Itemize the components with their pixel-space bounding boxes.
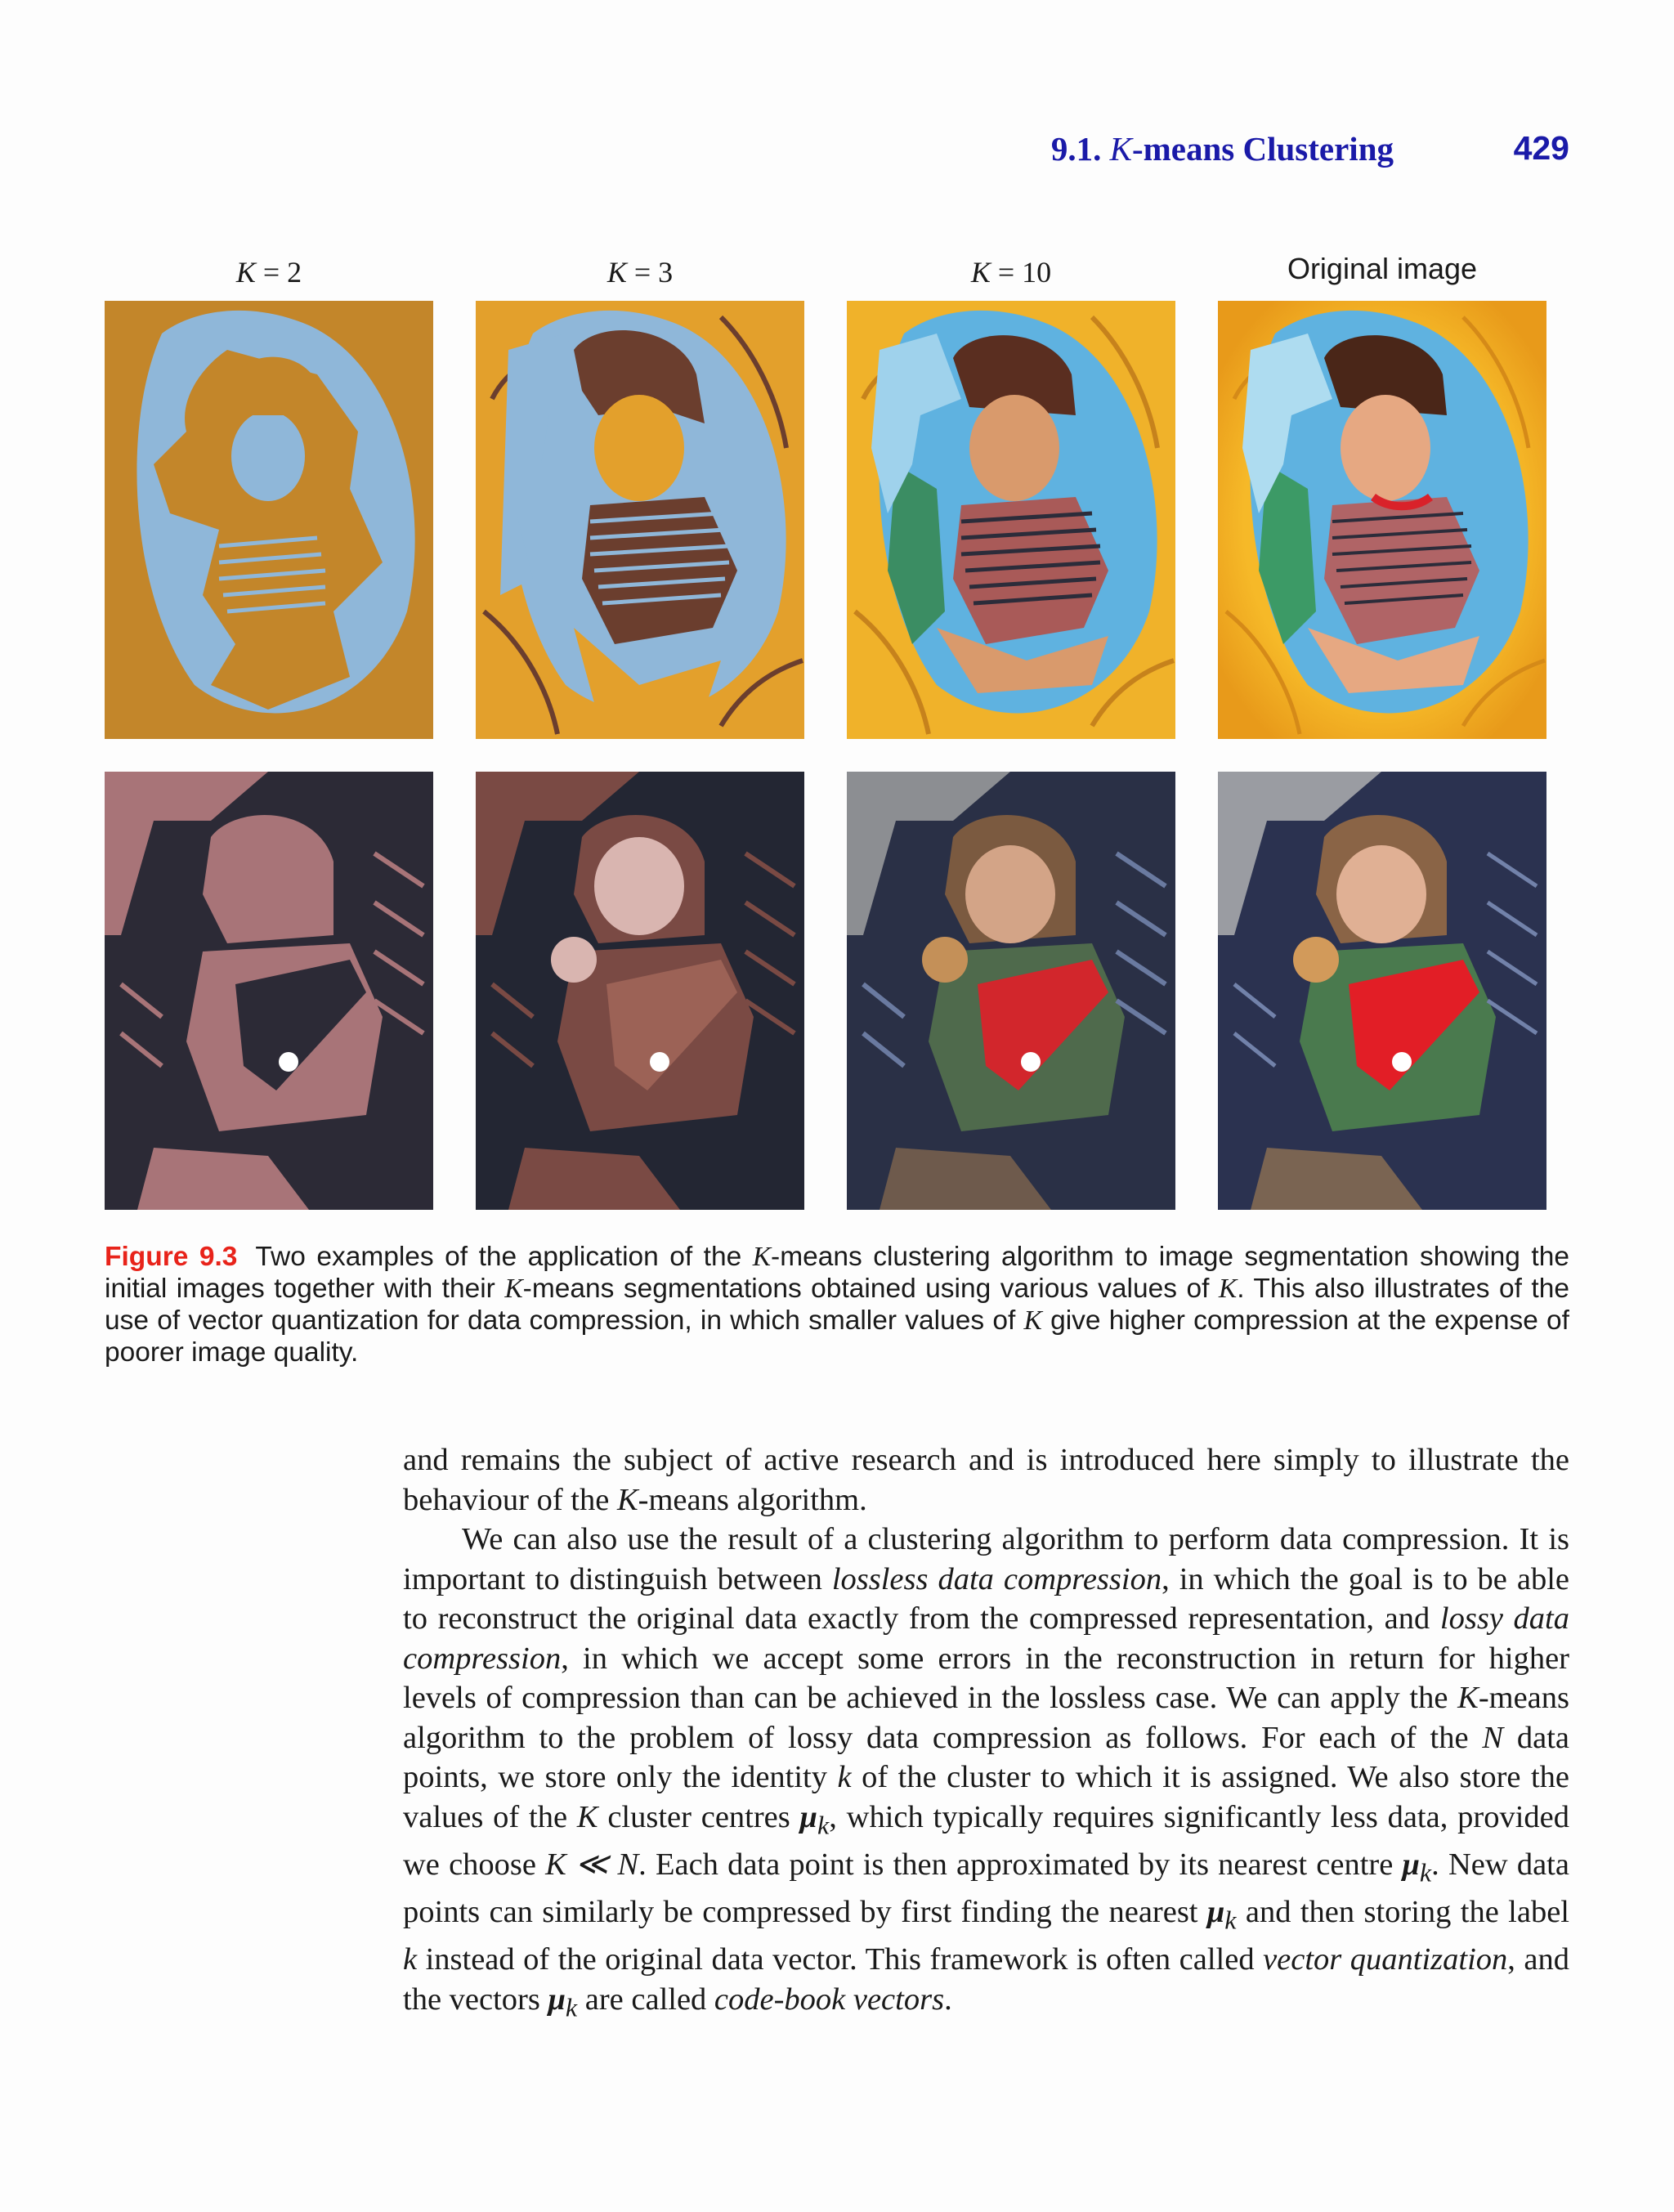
- section-title: 9.1. K-means Clustering: [1050, 130, 1394, 168]
- page-number: 429: [1513, 129, 1569, 167]
- column-label-k3: K = 3: [606, 256, 674, 289]
- figure-image-carseat-original: [1218, 772, 1546, 1210]
- figure-image-tunnel-original: [1218, 301, 1546, 739]
- figure-image-carseat-k2: [105, 772, 433, 1210]
- figure-image-tunnel-k2: [105, 301, 433, 739]
- figure-image-carseat-k3: [476, 772, 804, 1210]
- column-label-k10: K = 10: [970, 256, 1052, 289]
- column-label-k2: K = 2: [235, 256, 302, 289]
- paragraph-2: We can also use the result of a clustering algorithm to perform data compression. It is important to distinguish between lossless data compression, in which the goal is to be able to reconstruct the original data exactly from the compressed representation, and lossy data compression, in which we accept some errors in the reconstruction in return for higher levels of compression than can be achieved in the lossless case. We can apply the K-means algorithm to the problem of lossy data compression as follows. For each of the N data points, we store only the identity k of the cluster to which it is assigned. We also store the values of the K cluster centres $\mu_k$, which typically requires significantly less data, provided we choose K ≪ N. Each data point is then approximated by its nearest centre $\mu_k$. New data points can similarly be compressed by first finding the nearest $\mu_k$ and then storing the label k instead of the original data vector. This framework is often called vector quantization, and the vectors $\mu_k$ are called code-book vectors.: [403, 1522, 1570, 2022]
- figure-label: Figure 9.3: [105, 1242, 238, 1272]
- paragraph-1: and remains the subject of active research and is introduced here simply to illustrate the behaviour of the K-means algorithm.: [403, 1443, 1569, 1517]
- figure-image-tunnel-k3: [476, 301, 804, 739]
- figure-caption: Figure 9.3 Two examples of the application of the K-means clustering algorithm to image segmentation showing the initial images together with their K-means segmentations obtained using various values of K. This also illustrates of the use of vector quantization for data compression, in which smaller values of K give higher compression at the expense of poorer image quality.: [105, 1242, 1569, 1368]
- figure-image-carseat-k10: [847, 772, 1175, 1210]
- running-header: [0, 129, 1569, 178]
- body-text: [403, 1440, 1569, 2027]
- figure-image-tunnel-k10: [847, 301, 1175, 739]
- column-label-original: Original image: [1287, 252, 1478, 285]
